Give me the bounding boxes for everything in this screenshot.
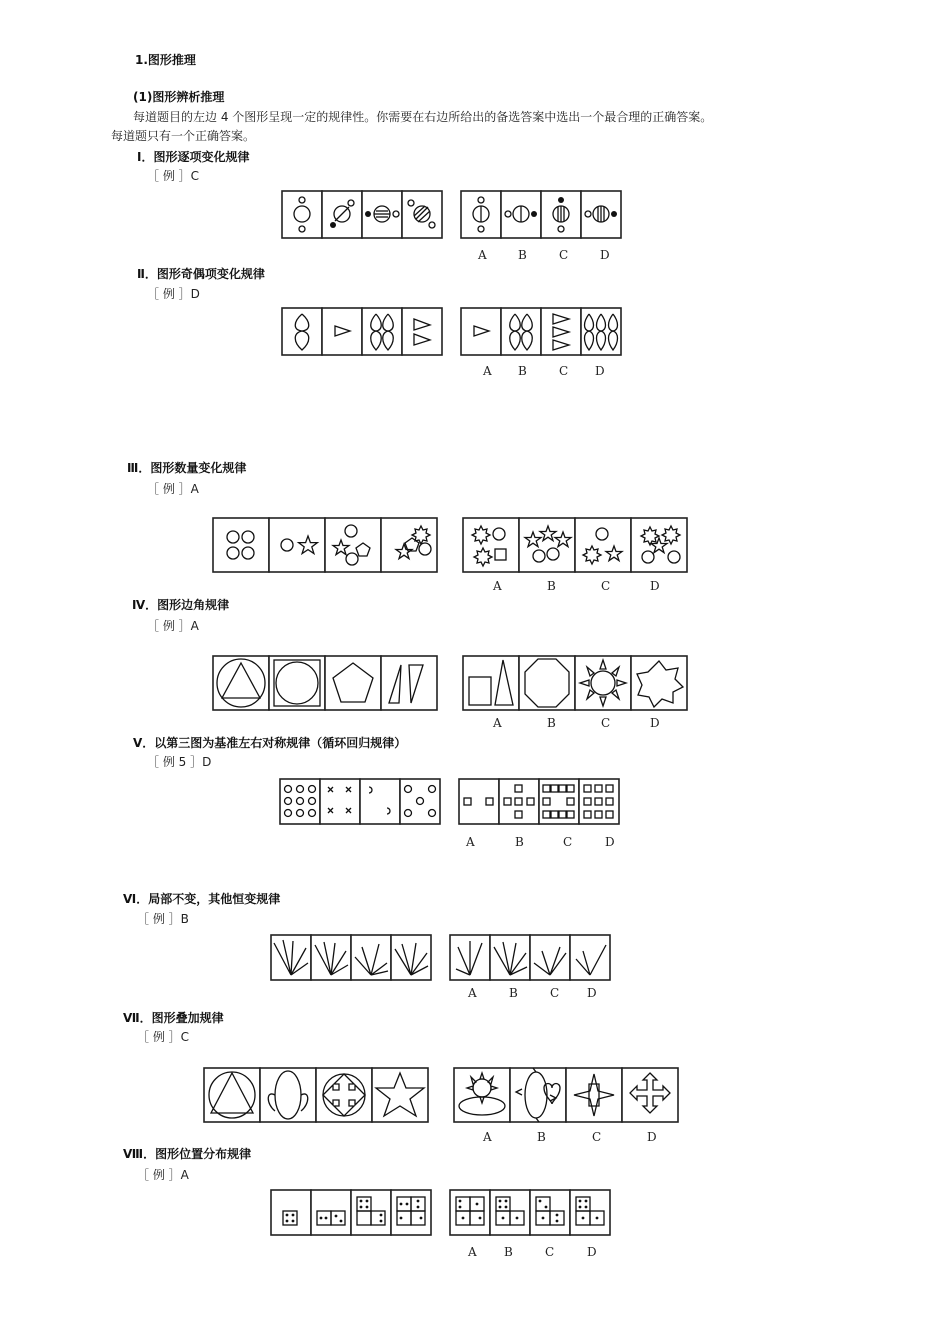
option-label-b: B <box>515 835 524 849</box>
option-label-c: C <box>550 986 560 1000</box>
option-label-c: C <box>563 835 573 849</box>
section-example-answer: ［ 例 ］D <box>147 287 200 301</box>
option-label-d: D <box>600 248 610 262</box>
option-label-c: C <box>601 579 611 593</box>
option-label-a: A <box>483 364 492 378</box>
section-title: Ⅵ．局部不变，其他恒变规律 <box>123 892 281 906</box>
option-label-b: B <box>518 364 527 378</box>
option-label-a: A <box>493 716 502 730</box>
section-example-answer: ［ 例 ］A <box>147 482 199 496</box>
option-label-c: C <box>559 248 569 262</box>
page-heading: 1.图形推理 <box>135 53 196 67</box>
section-example-answer: ［ 例 ］C <box>147 169 200 183</box>
question-figure-row <box>202 1066 432 1125</box>
option-label-a: A <box>493 579 502 593</box>
option-label-d: D <box>647 1130 657 1144</box>
section-title: Ⅳ．图形边角规律 <box>132 598 230 612</box>
answer-figure-row <box>452 1066 682 1125</box>
option-label-b: B <box>547 579 556 593</box>
option-label-c: C <box>592 1130 602 1144</box>
section-example-answer: ［ 例 ］A <box>147 619 199 633</box>
answer-figure-row <box>448 933 614 983</box>
section-example-answer: ［ 例 ］A <box>137 1168 189 1182</box>
option-label-b: B <box>537 1130 546 1144</box>
option-label-d: D <box>595 364 605 378</box>
intro-line-2: 每道题只有一个正确答案。 <box>111 129 256 143</box>
section-title: Ⅷ．图形位置分布规律 <box>123 1147 252 1161</box>
option-label-a: A <box>468 986 477 1000</box>
option-label-b: B <box>518 248 527 262</box>
option-label-d: D <box>605 835 615 849</box>
answer-figure-row <box>461 654 691 713</box>
question-figure-row <box>269 1188 435 1238</box>
option-label-c: C <box>559 364 569 378</box>
option-label-d: D <box>587 1245 597 1259</box>
sub-heading: (1)图形辨析推理 <box>133 90 225 104</box>
option-label-b: B <box>509 986 518 1000</box>
question-figure-row <box>280 306 446 358</box>
option-label-a: A <box>483 1130 492 1144</box>
option-label-d: D <box>650 716 660 730</box>
question-figure-row <box>211 516 441 575</box>
answer-figure-row <box>459 189 625 241</box>
option-label-b: B <box>547 716 556 730</box>
option-label-d: D <box>587 986 597 1000</box>
option-label-a: A <box>478 248 487 262</box>
answer-figure-row <box>459 306 625 358</box>
section-title: Ⅴ．以第三图为基准左右对称规律（循环回归规律） <box>133 736 407 750</box>
option-label-a: A <box>466 835 475 849</box>
answer-figure-row <box>448 1188 614 1238</box>
section-example-answer: ［ 例 ］C <box>137 1030 190 1044</box>
question-figure-row <box>278 777 444 827</box>
question-figure-row <box>211 654 441 713</box>
section-title: Ⅲ．图形数量变化规律 <box>127 461 247 475</box>
option-label-b: B <box>504 1245 513 1259</box>
intro-line-1: 每道题目的左边 4 个图形呈现一定的规律性。你需要在右边所给出的备选答案中选出一个最合理的正确答案。 <box>133 110 713 124</box>
option-label-c: C <box>545 1245 555 1259</box>
answer-figure-row <box>457 777 623 827</box>
question-figure-row <box>269 933 435 983</box>
section-example-answer: ［ 例 ］B <box>137 912 189 926</box>
option-label-c: C <box>601 716 611 730</box>
option-label-a: A <box>468 1245 477 1259</box>
option-label-d: D <box>650 579 660 593</box>
answer-figure-row <box>461 516 691 575</box>
section-example-answer: ［ 例 5 ］D <box>147 755 212 769</box>
section-title: Ⅶ．图形叠加规律 <box>123 1011 224 1025</box>
section-title: Ⅰ．图形逐项变化规律 <box>137 150 250 164</box>
section-title: Ⅱ．图形奇偶项变化规律 <box>137 267 265 281</box>
question-figure-row <box>280 189 446 241</box>
